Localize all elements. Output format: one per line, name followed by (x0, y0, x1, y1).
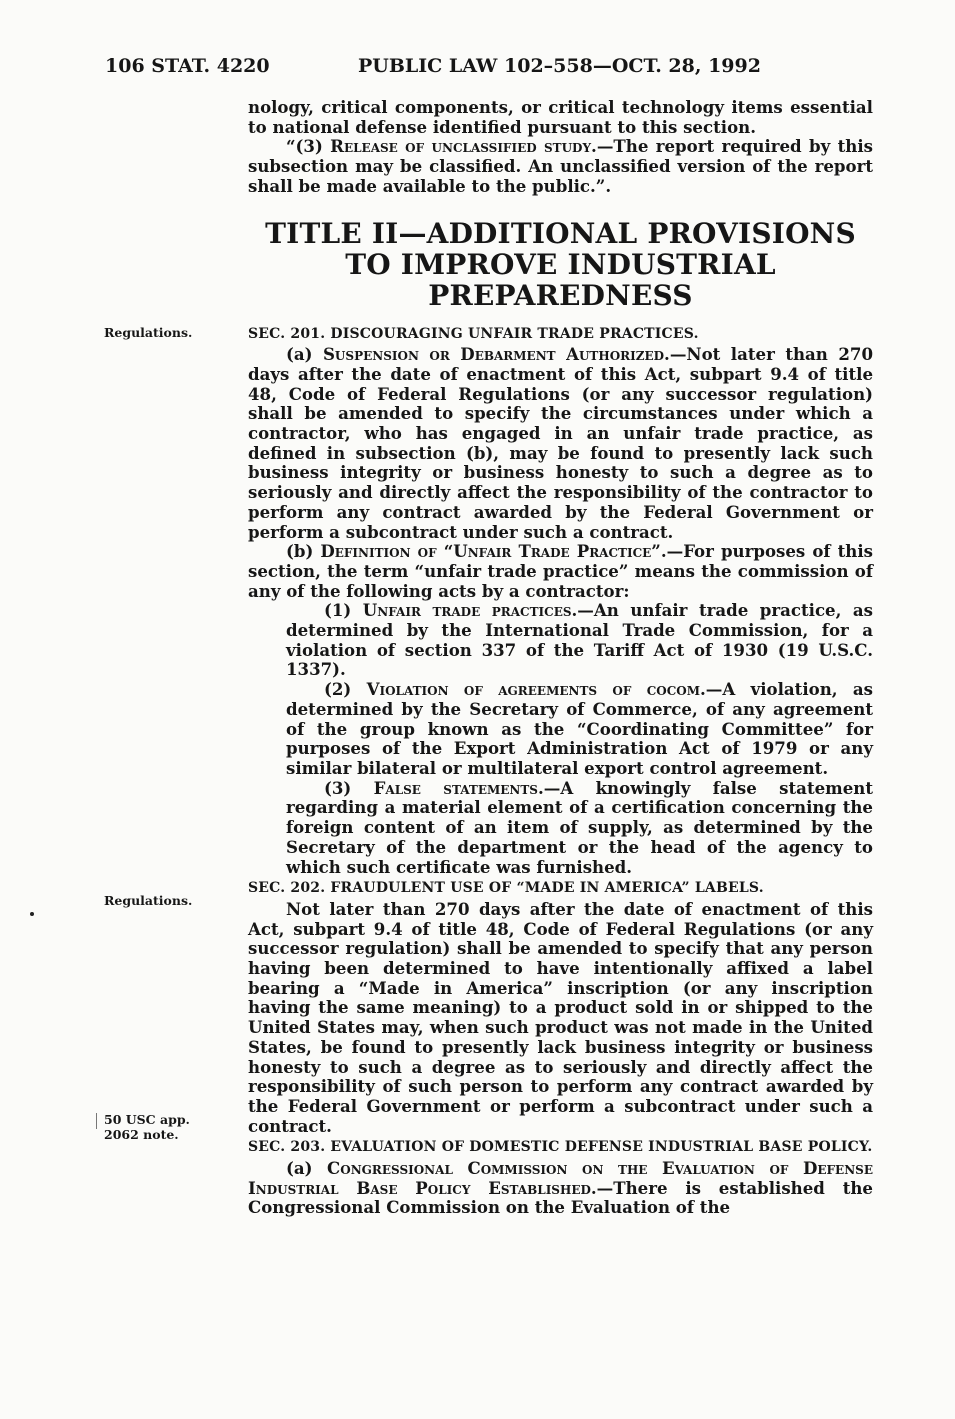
paragraph-heading: Violation of agreements of cocom. (366, 679, 706, 700)
margin-dot (30, 912, 34, 916)
paragraph-text: —A violation, as determined by the Secretary of Commerce, of any agreement of the group known as the “Coordinating Committee” for purposes of the Export Administration Act of 1979 or any similar bilateral or multilateral export control agreement. (286, 679, 873, 778)
paragraph-number: “(3) (286, 136, 331, 157)
paragraph-number: (1) (324, 600, 363, 621)
section-203-a (248, 1159, 873, 1218)
margin-bar (96, 1113, 97, 1129)
carryover-paragraph: nology, critical components, or critical technology items essential to national defense identified pursuant to this section. (248, 97, 873, 137)
paragraph-number: (a) (286, 344, 323, 365)
paragraph-text: —A knowingly false statement regarding a material element of a certification concerning the foreign content of an item of supply, as determined by the Secretary of the department or the head of the agency to which such certificate was furnished. (286, 777, 874, 877)
stat-page-number: 106 STAT. 4220 (105, 55, 270, 77)
title-heading: TITLE II—ADDITIONAL PROVISIONS TO IMPROVE INDUSTRIAL PREPAREDNESS (265, 216, 856, 312)
margin-note-regulations: Regulations. (104, 325, 193, 340)
paragraph-text: —For purposes of this section, the term “unfair trade practice” means the commission of any of the following acts by a contractor: (248, 541, 873, 601)
section-201-b-3 (248, 779, 873, 878)
margin-note-regulations: Regulations. (104, 893, 193, 908)
paragraph-text: —Not later than 270 days after the date of enactment of this Act, subpart 9.4 of title 48, Code of Federal Regulations (or any successor regulation) shall be amended to specify the circumstances under which a contractor, who has engaged in an unfair trade practice, as defined in subsection (b), may be found to presently lack such business integrity or business honesty to such a degree as to seriously and directly affect the responsibility of the contractor to perform any contract awarded by the Federal Government or perform a subcontract under such a contract. (248, 344, 873, 542)
paragraph-text: —The report required by this subsection may be classified. An unclassified version of the report shall be made available to the public.”. (248, 136, 874, 196)
paragraph-number: (2) (324, 679, 367, 700)
margin-note-usc-line2: 2062 note. (104, 1127, 179, 1142)
page-body (248, 98, 873, 1218)
section-201-heading: SEC. 201. DISCOURAGING UNFAIR TRADE PRACTICES. (248, 325, 699, 342)
running-header (105, 55, 905, 81)
paragraph-heading: Unfair trade practices. (362, 600, 578, 621)
paragraph-3 (248, 137, 873, 196)
paragraph-text: —There is established the Congressional Commission on the Evaluation of the (248, 1177, 873, 1218)
margin-note-usc (104, 1112, 190, 1142)
paragraph-text: —An unfair trade practice, as determined by the International Trade Commission, for a violation of section 337 of the Tariff Act of 1930 (19 U.S.C. 1337). (286, 600, 874, 680)
section-203-heading: SEC. 203. EVALUATION OF DOMESTIC DEFENSE INDUSTRIAL BASE POLICY. (248, 1139, 873, 1156)
section-202-text: Not later than 270 days after the date of enactment of this Act, subpart 9.4 of title 48, Code of Federal Regulations (or any successor regulation) shall be amended to specify that any person having been determined to have intentionally affixed a label bearing a “Made in America” inscription (or any inscription having the same meaning) to a product sold in or shipped to the United States may, when such product was not made in the United States, be found to presently lack business integrity or business honesty to such a degree as to seriously and directly affect the responsibility of such person to perform any contract awarded by the Federal Government or perform a subcontract under such a contract. (248, 898, 873, 1136)
paragraph-heading: Definition of “Unfair Trade Practice”. (320, 541, 667, 562)
paragraph-heading: False statements. (373, 777, 544, 798)
public-law-citation: PUBLIC LAW 102–558—OCT. 28, 1992 (358, 55, 761, 77)
section-201-b (248, 542, 873, 601)
paragraph-heading: Suspension or Debarment Authorized. (322, 344, 670, 365)
margin-note-usc-line1: 50 USC app. (104, 1112, 190, 1127)
section-201-a (248, 345, 873, 542)
section-201-b-1 (248, 601, 873, 680)
section-202-heading: SEC. 202. FRAUDULENT USE OF “MADE IN AMERICA” LABELS. (248, 880, 764, 897)
paragraph-number: (a) (286, 1158, 328, 1179)
section-201-b-2 (248, 680, 873, 779)
paragraph-number: (b) (286, 541, 321, 562)
paragraph-number: (3) (324, 777, 374, 798)
paragraph-heading: Release of unclassified study. (330, 136, 597, 157)
paragraph-heading: Congressional Commission on the Evaluation of Defense Industrial Base Policy Established. (248, 1158, 873, 1198)
